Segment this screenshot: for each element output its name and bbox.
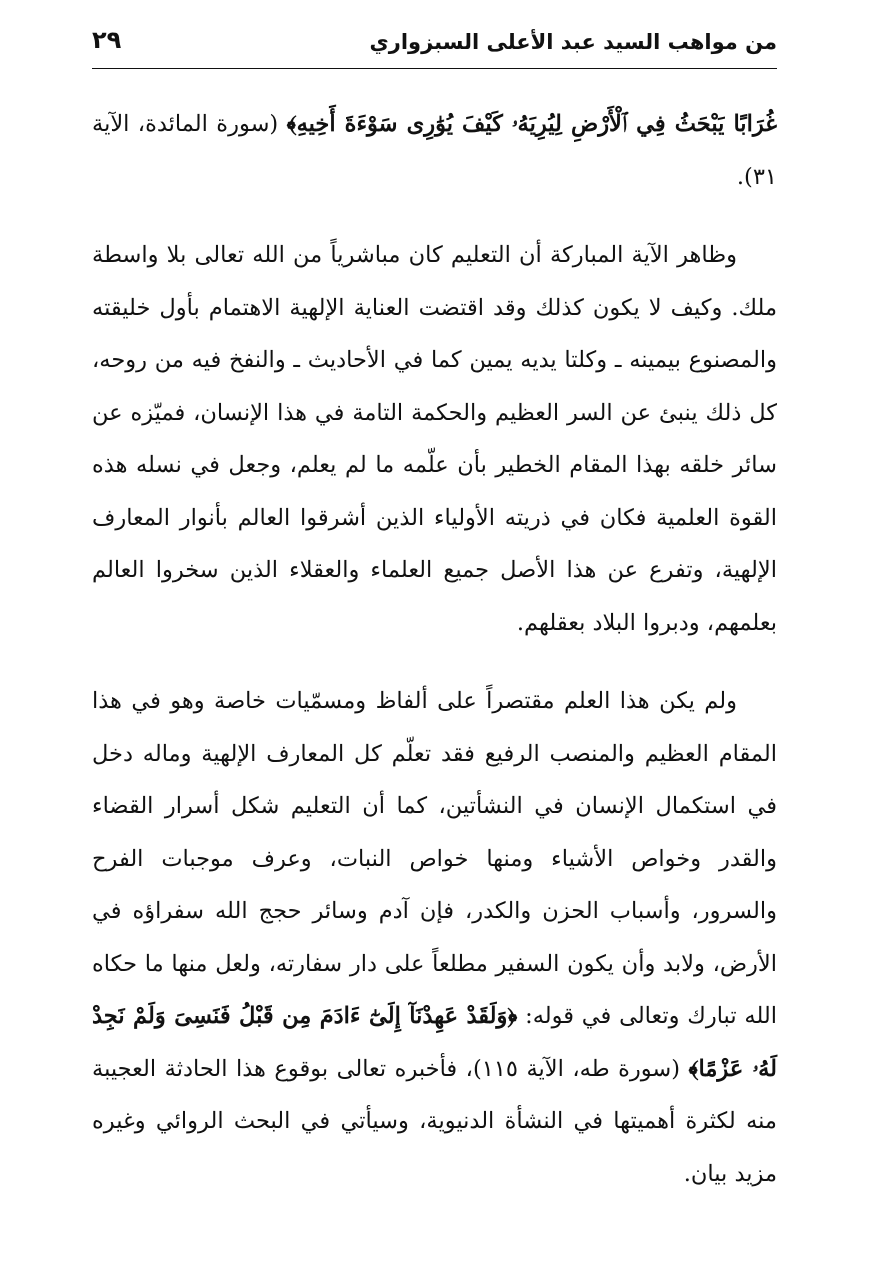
page-number: ٢٩ <box>92 26 122 54</box>
paragraph-text: ولم يكن هذا العلم مقتصراً على ألفاظ ومسمّيات خاصة وهو في هذا المقام العظيم والمنصب الرفيع فقد تعلّم كل المعارف الإلهية وماله دخل في استكمال الإنسان في النشأتين، كما أن التعليم شكل أسرار القضاء والقدر وخواص الأشياء ومنها خواص النبات، وعرف موجبات الفرح والسرور، وأسباب الحزن والكدر، فإن آدم وسائر حجج الله سفراؤه في الأرض، ولابد وأن يكون السفير مطلعاً على دار سفارته، ولعل منها ما حكاه الله تبارك وتعالى في قوله: <box>92 688 777 1029</box>
quran-close-bracket: ﴾ <box>688 1055 699 1082</box>
quran-close-bracket: ﴾ <box>286 111 297 137</box>
paragraph-verse-continuation <box>92 98 777 203</box>
body-text <box>92 98 777 1200</box>
running-title: من مواهب السيد عبد الأعلى السبزواري <box>369 30 777 54</box>
quran-verse: وَلَقَدْ عَهِدْنَآ إِلَىٰٓ ءَادَمَ مِن قَبْلُ فَنَسِىَ وَلَمْ نَجِدْ لَهُۥ عَزْمًا <box>92 1003 777 1082</box>
paragraph: وظاهر الآية المباركة أن التعليم كان مباشرياً من الله تعالى بلا واسطة ملك. وكيف لا يكون كذلك وقد اقتضت العناية الإلهية الاهتمام بأول خليقته والمصنوع بيمينه ـ وكلتا يديه يمين كما في الأحاديث ـ والنفخ فيه من روحه، كل ذلك ينبئ عن السر العظيم والحكمة التامة في هذا الإنسان، فميّزه عن سائر خلقه بهذا المقام الخطير بأن علّمه ما لم يعلم، وجعل في نسله هذه القوة العلمية فكان في ذريته الأولياء الذين أشرقوا العالم بأنوار المعارف الإلهية، وتفرع عن هذا الأصل جميع العلماء والعقلاء الذين سخروا العالم بعلمهم، ودبروا البلاد بعقلهم. <box>92 242 777 636</box>
paragraph-text: (سورة طه، الآية ١١٥)، فأخبره تعالى بوقوع هذا الحادثة العجيبة منه لكثرة أهميتها في النشأة الدنيوية، وسيأتي في البحث الروائي وغيره مزيد بيان. <box>92 1055 777 1187</box>
verse-citation: (سورة المائدة، الآية ٣١). <box>92 111 777 190</box>
header-rule <box>92 68 777 69</box>
quran-open-bracket: ﴿ <box>507 1003 518 1029</box>
quran-verse: غُرَابًا يَبْحَثُ فِي ٱلْأَرْضِ لِيُرِيَهُۥ كَيْفَ يُوَٰرِى سَوْءَةَ أَخِيهِ <box>296 111 778 137</box>
paragraph <box>92 675 777 1200</box>
